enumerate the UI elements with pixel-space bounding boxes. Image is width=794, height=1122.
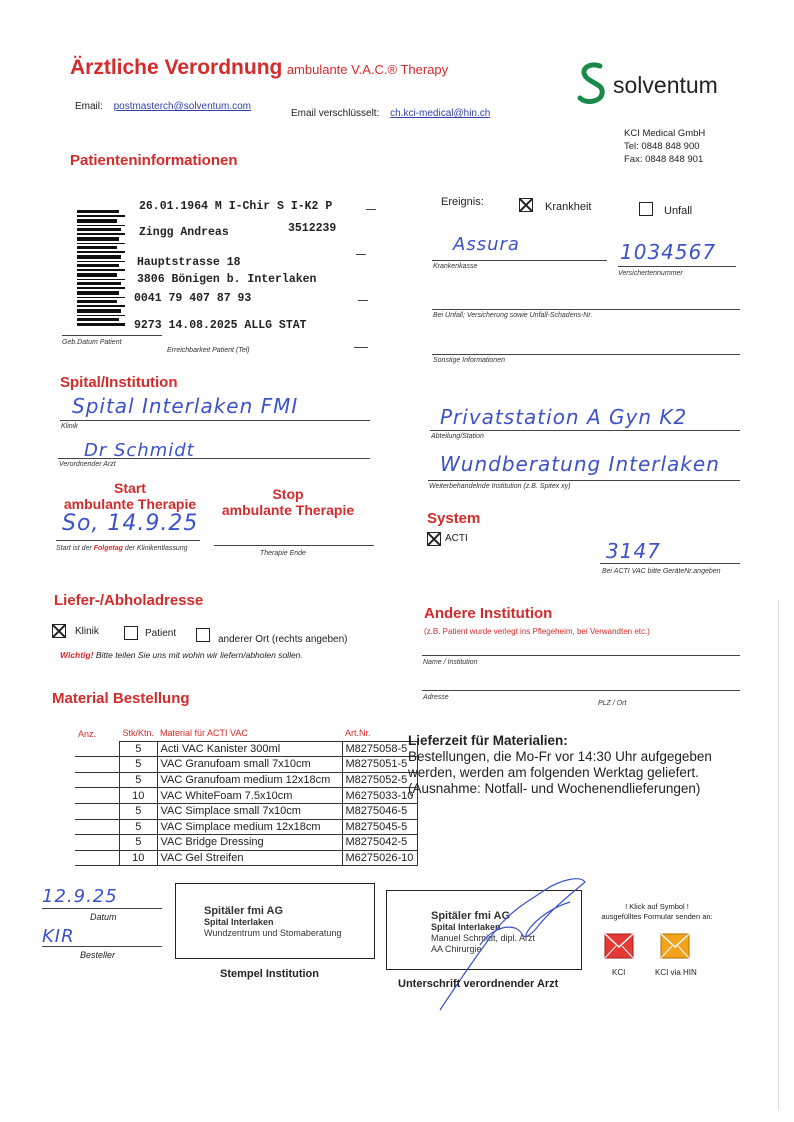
label-name-institution: Name / Institution: [423, 659, 478, 666]
label-abteilung: Abteilung/Station: [431, 433, 484, 440]
qty-cell[interactable]: 5: [120, 819, 158, 835]
label-krankheit: Krankheit: [545, 201, 592, 213]
checkbox-klinik[interactable]: [52, 624, 66, 638]
label-kci: KCI: [612, 968, 626, 977]
doctor-signature-icon: [420, 870, 600, 1020]
checkbox-acti[interactable]: [427, 532, 441, 546]
label-arzt: Verordnender Arzt: [59, 461, 116, 468]
label-end: Therapie Ende: [260, 550, 306, 557]
label-weiter: Weiterbehandelnde Institution (z.B. Spitex xy): [429, 483, 571, 490]
label-kci-hin: KCI via HIN: [655, 968, 697, 977]
stamp-doctor: Spitäler fmi AG Spital Interlaken Manuel Schmidt, dipl. Arzt AA Chirurgie: [431, 910, 536, 954]
qty-cell[interactable]: 5: [120, 757, 158, 773]
label-unfall: Unfall: [664, 205, 693, 217]
section-system: System: [427, 510, 481, 527]
patient-id: 3512239: [288, 222, 337, 235]
field-line: [62, 335, 162, 336]
label-besteller: Besteller: [80, 950, 116, 960]
label-plz: PLZ / Ort: [598, 700, 627, 707]
company-info: KCI Medical GmbH Tel: 0848 848 900 Fax: 0848 848 901: [624, 128, 706, 165]
material-name: VAC Gel Streifen: [157, 850, 342, 866]
label-birth: Geb.Datum Patient: [62, 339, 122, 346]
brand-name: solventum: [613, 72, 718, 98]
checkbox-other-place[interactable]: [196, 628, 210, 642]
scan-edge: [778, 600, 779, 1110]
label-unfall-insurance: Bei Unfall; Versicherung sowie Unfall-Schadens-Nr.: [433, 312, 593, 319]
qty-cell[interactable]: 10: [120, 788, 158, 804]
delivery-warning: Wichtig! Bitte teilen Sie uns mit wohin wir liefern/abholen sollen.: [60, 650, 303, 660]
stamp-institution: Spitäler fmi AG Spital Interlaken Wundzentrum und Stomaberatung: [204, 905, 342, 938]
barcode-icon: [77, 210, 125, 328]
material-name: Acti VAC Kanister 300ml: [157, 741, 342, 757]
field-line: [618, 266, 736, 267]
article-number: M6275026-10: [342, 850, 417, 866]
section-other-institution: Andere Institution: [424, 605, 553, 622]
field-line: [432, 309, 740, 310]
field-line: [600, 563, 740, 564]
dash: [354, 347, 368, 348]
qty-cell[interactable]: 5: [120, 803, 158, 819]
material-table: [75, 726, 418, 866]
article-number: M8275046-5: [342, 803, 417, 819]
table-row: [75, 850, 417, 866]
dash: [358, 300, 368, 301]
field-line: [422, 655, 740, 656]
handwriting-weiter: Wundberatung Interlaken: [440, 452, 720, 476]
qty-cell[interactable]: 5: [120, 772, 158, 788]
field-line: [430, 430, 740, 431]
email-encrypted-link[interactable]: ch.kci-medical@hin.ch: [390, 108, 491, 119]
handwriting-kasse: Assura: [453, 234, 520, 255]
solventum-logo: [574, 60, 610, 111]
table-row: [75, 803, 417, 819]
label-sonstige: Sonstige Informationen: [433, 357, 505, 364]
handwriting-date: 12.9.25: [42, 886, 118, 907]
email-link[interactable]: postmasterch@solventum.com: [113, 101, 251, 112]
start-therapy-heading: Start ambulante Therapie: [63, 480, 197, 512]
table-row: [75, 757, 417, 773]
header-material: Material für ACTI VAC: [160, 728, 248, 739]
header-artnr: Art.Nr.: [345, 728, 371, 739]
delivery-time-info: Lieferzeit für Materialien: Bestellungen, die Mo-Fr vor 14:30 Uhr aufgegeben werden, werden am folgenden Werktag geliefert. (Ausnahme: Notfall- und Wochenendlieferungen): [408, 733, 712, 796]
table-row: [75, 835, 417, 851]
label-start: Start ist der Folgetag der Klinikentlassung: [56, 545, 188, 552]
label-datum: Datum: [90, 912, 117, 922]
checkbox-krankheit[interactable]: [519, 198, 533, 212]
material-name: VAC Simplace medium 12x18cm: [157, 819, 342, 835]
patient-city: 3806 Bönigen b. Interlaken: [137, 273, 317, 286]
label-geraet: Bei ACTI VAC bitte GeräteNr.angeben: [602, 568, 721, 575]
field-line: [42, 946, 162, 947]
event-label: Ereignis:: [441, 196, 484, 208]
dash: [366, 209, 376, 210]
qty-cell[interactable]: 5: [120, 741, 158, 757]
label-other-place: anderer Ort (rechts angeben): [218, 634, 348, 645]
patient-line5: 9273 14.08.2025 ALLG STAT: [134, 319, 307, 332]
checkbox-patient[interactable]: [124, 626, 138, 640]
field-line: [428, 480, 740, 481]
patient-phone: 0041 79 407 87 93: [134, 292, 252, 305]
qty-cell[interactable]: 5: [120, 835, 158, 851]
article-number: M8275051-5: [342, 757, 417, 773]
label-stempel: Stempel Institution: [220, 968, 319, 980]
table-row: [75, 819, 417, 835]
section-delivery: Liefer-/Abholadresse: [54, 592, 204, 609]
handwriting-klinik: Spital Interlaken FMI: [72, 394, 299, 418]
send-instructions: ! Klick auf Symbol ! ausgefülltes Formular senden an:: [601, 902, 713, 921]
field-line: [432, 354, 740, 355]
dash: [356, 254, 366, 255]
section-material: Material Bestellung: [52, 690, 190, 707]
email-encrypted-row: Email verschlüsselt: ch.kci-medical@hin.ch: [291, 108, 491, 119]
label-kasse: Krankenkasse: [433, 263, 478, 270]
other-institution-note: (z.B. Patient wurde verlegt ins Pflegeheim, bei Verwandten etc.): [424, 627, 650, 636]
stop-therapy-heading: Stop ambulante Therapie: [221, 486, 355, 518]
material-name: VAC Granufoam medium 12x18cm: [157, 772, 342, 788]
handwriting-geraet: 3147: [606, 539, 661, 563]
form-title: Ärztliche Verordnung ambulante V.A.C.® Therapy: [70, 56, 449, 79]
label-klinik: Klinik: [61, 423, 78, 430]
label-unterschrift: Unterschrift verordnender Arzt: [398, 978, 559, 990]
patient-line1: 26.01.1964 M I-Chir S I-K2 P: [139, 200, 333, 213]
stamp-box-institution: [175, 883, 375, 959]
section-patient: Patienteninformationen: [70, 152, 238, 169]
field-line: [214, 545, 374, 546]
label-reach: Erreichbarkeit Patient (Tel): [167, 347, 250, 354]
label-adresse: Adresse: [423, 694, 449, 701]
article-number: M8275058-5: [342, 741, 417, 757]
material-name: VAC Granufoam small 7x10cm: [157, 757, 342, 773]
material-name: VAC Bridge Dressing: [157, 835, 342, 851]
material-name: VAC Simplace small 7x10cm: [157, 803, 342, 819]
handwriting-arzt: Dr Schmidt: [84, 440, 195, 461]
header-stk: Stk/Ktn.: [122, 728, 155, 739]
table-row: [75, 788, 417, 804]
field-line: [58, 458, 370, 459]
label-versnr: Versichertennummer: [618, 270, 683, 277]
field-line: [42, 908, 162, 909]
field-line: [60, 420, 370, 421]
send-kci-hin-button[interactable]: [660, 933, 690, 964]
article-number: M8275045-5: [342, 819, 417, 835]
field-line: [432, 260, 607, 261]
checkbox-unfall[interactable]: [639, 202, 653, 216]
handwriting-abteilung: Privatstation A Gyn K2: [440, 405, 688, 429]
article-number: M8275042-5: [342, 835, 417, 851]
send-kci-button[interactable]: [604, 933, 634, 964]
patient-name: Zingg Andreas: [139, 226, 229, 239]
material-name: VAC WhiteFoam 7.5x10cm: [157, 788, 342, 804]
article-number: M8275052-5: [342, 772, 417, 788]
barcode: [77, 210, 125, 333]
email-row: Email: postmasterch@solventum.com: [75, 101, 251, 112]
handwriting-versnr: 1034567: [620, 240, 717, 264]
solventum-s-icon: [574, 60, 610, 106]
patient-street: Hauptstrasse 18: [137, 256, 241, 269]
label-klinik-option: Klinik: [75, 626, 99, 637]
qty-cell[interactable]: 10: [120, 850, 158, 866]
section-institution: Spital/Institution: [60, 374, 178, 391]
handwriting-besteller: KIR: [42, 926, 75, 947]
field-line: [422, 690, 740, 691]
article-number: M6275033-10: [342, 788, 417, 804]
table-row: [75, 772, 417, 788]
table-row: [75, 741, 417, 757]
field-line: [56, 540, 200, 541]
material-header-row: [75, 726, 417, 741]
mail-hin-icon: [660, 933, 690, 959]
label-acti: ACTI: [445, 533, 468, 544]
handwriting-start-date: So, 14.9.25: [62, 511, 199, 536]
mail-icon: [604, 933, 634, 959]
label-patient-option: Patient: [145, 628, 177, 639]
header-anz: Anz.: [78, 728, 97, 739]
